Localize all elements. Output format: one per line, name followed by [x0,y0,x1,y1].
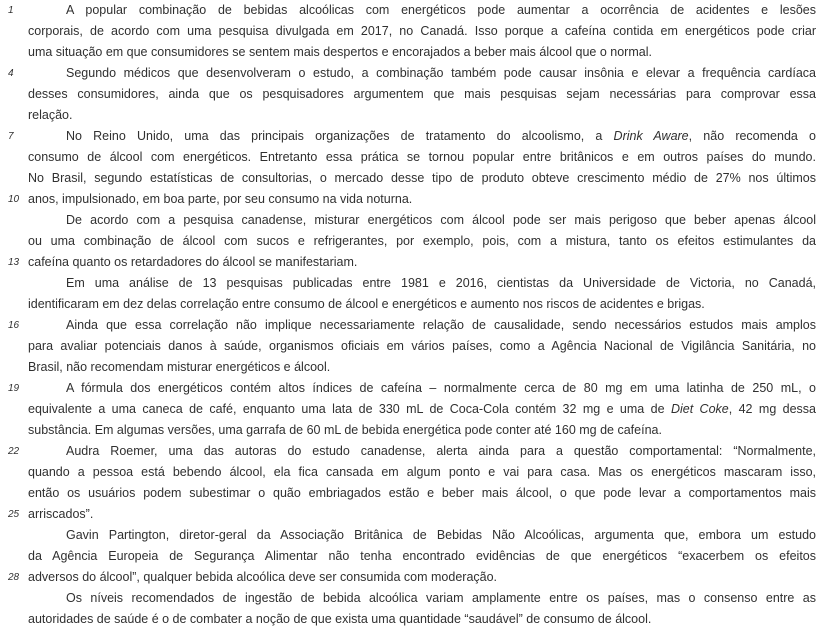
text-line [0,105,824,126]
text-line [0,0,824,21]
text-line [0,252,824,273]
line-text: Audra Roemer, uma das autoras do estudo canadense, alerta ainda para a questão comportamental: “Normalmente, [66,444,816,458]
text-line [0,378,824,399]
line-text: relação. [28,108,73,122]
line-text: De acordo com a pesquisa canadense, misturar energéticos com álcool pode ser mais perigoso que beber apenas álcool [66,213,816,227]
line-text: desses consumidores, ainda que os pesquisadores argumentem que mais pesquisas sejam necessárias para comprovar essa [28,87,816,101]
text-line [0,315,824,336]
line-text: uma situação em que consumidores se sentem mais despertos e encorajados a beber mais álcool que o normal. [28,45,652,59]
text-line [0,609,824,630]
line-text: Em uma análise de 13 pesquisas publicadas entre 1981 e 2016, cientistas da Universidade de Victoria, no Canadá, [66,276,816,290]
line-number: 4 [8,68,14,79]
line-text: A popular combinação de bebidas alcoólicas com energéticos pode aumentar a ocorrência de acidentes e lesões [66,3,816,17]
text-line [0,357,824,378]
paragraph [0,588,824,630]
text-line [0,525,824,546]
line-text: consumo de álcool com energéticos. Entretanto essa prática se tornou popular entre britânicos e em outros países do mundo. [28,150,816,164]
line-text: Os níveis recomendados de ingestão de bebida alcoólica variam amplamente entre os países, mas o consenso entre as [66,591,816,605]
line-number [0,462,28,483]
paragraph [0,126,824,210]
line-text: corporais, de acordo com uma pesquisa divulgada em 2017, no Canadá. Isso porque a cafeína contida em energéticos pode criar [28,24,816,38]
line-number [0,294,28,315]
line-number [0,546,28,567]
italic-term: Diet Coke [670,402,729,416]
line-number [0,147,28,168]
line-number: 7 [8,131,14,142]
text-line [0,399,824,420]
paragraph [0,378,824,441]
line-text: Segundo médicos que desenvolveram o estudo, a combinação também pode causar insônia e elevar a frequência cardíaca [66,66,816,80]
line-number: 16 [8,320,20,331]
line-text: autoridades de saúde é o de combater a noção de que exista uma quantidade “saudável” de consumo de álcool. [28,612,652,626]
text-line [0,483,824,504]
line-text: anos, impulsionado, em boa parte, por seu consumo na vida noturna. [28,192,413,206]
line-number [0,42,28,63]
line-number [0,483,28,504]
line-number: 22 [8,446,20,457]
line-text: para avaliar potenciais danos à saúde, organismos oficiais em vários países, como a Agência Nacional de Vigilância Sanitária, no [28,339,816,353]
line-text: substância. Em algumas versões, uma garrafa de 60 mL de bebida energética pode conter até 160 mg de cafeína. [28,423,662,437]
line-text: No Brasil, segundo estatísticas de consultorias, o mercado desse tipo de produto obteve crescimento médio de 27% nos últimos [28,171,816,185]
paragraph [0,441,824,525]
text-line [0,336,824,357]
text-line [0,42,824,63]
text-line [0,21,824,42]
paragraph [0,63,824,126]
line-number [0,609,28,630]
text-line [0,147,824,168]
paragraph [0,273,824,315]
line-text: quando a pessoa está bebendo álcool, ela fica cansada em algum ponto e vai para casa. Mas os energéticos mascaram isso, [28,465,816,479]
text-line [0,189,824,210]
text-line [0,294,824,315]
text-line [0,231,824,252]
text-line [0,441,824,462]
line-number [0,525,28,546]
line-number [0,105,28,126]
paragraph [0,210,824,273]
text-line [0,168,824,189]
text-line [0,462,824,483]
text-line [0,84,824,105]
text-line [0,210,824,231]
line-number [0,210,28,231]
line-number [0,273,28,294]
line-number: 1 [8,5,14,16]
line-text: No Reino Unido, uma das principais organizações de tratamento do alcoolismo, a Drink Aware, não recomenda o [66,129,816,143]
line-text: adversos do álcool”, qualquer bebida alcoólica deve ser consumida com moderação. [28,570,498,584]
line-number [0,84,28,105]
line-text: arriscados”. [28,507,94,521]
paragraph [0,315,824,378]
line-number: 25 [8,509,20,520]
paragraph [0,0,824,63]
line-number: 10 [8,194,20,205]
line-text: ou uma combinação de álcool com sucos e refrigerantes, por exemplo, pois, com a mistura, tanto os efeitos estimulantes da [28,234,816,248]
line-text: então os usuários podem subestimar o quão embriagados estão e beber mais álcool, o que pode levar a comportamentos mais [28,486,816,500]
text-line [0,63,824,84]
text-line [0,126,824,147]
line-text: cafeína quanto os retardadores do álcool se manifestariam. [28,255,358,269]
line-number: 13 [8,257,20,268]
line-number [0,336,28,357]
text-line [0,420,824,441]
line-text: da Agência Europeia de Segurança Alimentar não tenha encontrado evidências de que energéticos “exacerbem os efeitos [28,549,816,563]
text-line [0,504,824,525]
line-text: A fórmula dos energéticos contém altos índices de cafeína – normalmente cerca de 80 mg em uma latinha de 250 mL, o [66,381,816,395]
line-number: 19 [8,383,20,394]
text-line [0,546,824,567]
line-number [0,21,28,42]
paragraph [0,525,824,588]
line-number [0,357,28,378]
line-text: Brasil, não recomendam misturar energéticos e álcool. [28,360,331,374]
text-line [0,588,824,609]
text-line [0,567,824,588]
line-text: identificaram em dez delas correlação entre consumo de álcool e energéticos e aumento nos riscos de acidentes e brigas. [28,297,705,311]
line-number [0,231,28,252]
line-number: 28 [8,572,20,583]
line-number [0,588,28,609]
line-number [0,420,28,441]
line-number [0,399,28,420]
line-text: Gavin Partington, diretor-geral da Associação Britânica de Bebidas Não Alcoólicas, argumenta que, embora um estudo [66,528,816,542]
italic-term: Drink Aware [613,129,689,143]
text-line [0,273,824,294]
line-number [0,168,28,189]
line-text: equivalente a uma caneca de café, enquanto uma lata de 330 mL de Coca-Cola contém 32 mg e uma de Diet Coke, 42 mg dessa [28,402,817,416]
line-text: Ainda que essa correlação não implique necessariamente relação de causalidade, sendo necessários estudos mais amplos [66,318,816,332]
